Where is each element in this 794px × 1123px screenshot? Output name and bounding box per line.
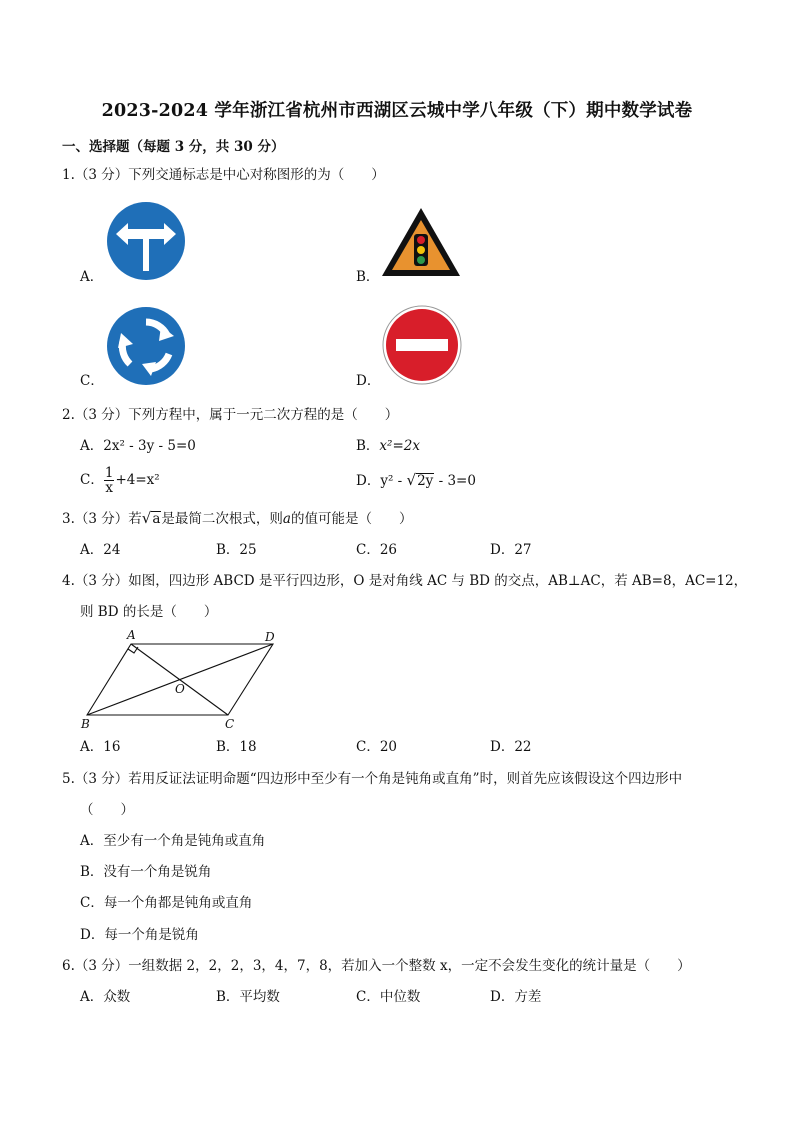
vertex-label-a: A [127, 628, 136, 642]
q1-option-b-label: B． [356, 269, 380, 285]
question-5-stem-line2: （ ） [80, 802, 134, 818]
q5-option-c: C．每一个角都是钝角或直角 [80, 895, 253, 911]
page-title: 2023-2024 学年浙江省杭州市西湖区云城中学八年级（下）期中数学试卷 [101, 101, 693, 121]
question-4-stem-line2: 则 BD 的长是（ ） [80, 604, 218, 620]
q1-option-c-label: C． [80, 373, 104, 389]
vertex-label-o: O [175, 682, 185, 696]
q2-option-d: D．y² - √2y - 3=0 [356, 471, 476, 489]
q5-option-d: D．每一个角是锐角 [80, 927, 199, 943]
parallelogram-figure [76, 626, 288, 736]
q3-option-c: C．26 [356, 542, 398, 558]
question-1-stem: 1.（3 分）下列交通标志是中心对称图形的为（ ） [62, 167, 385, 183]
q4-option-b: B．18 [216, 739, 257, 755]
q6-option-a: A．众数 [80, 989, 131, 1005]
question-2-stem: 2.（3 分）下列方程中，属于一元二次方程的是（ ） [62, 407, 399, 423]
q1-option-a-label: A． [80, 269, 104, 285]
q6-option-c: C．中位数 [356, 989, 421, 1005]
q5-option-b: B．没有一个角是锐角 [80, 864, 212, 880]
roundabout-sign-icon [106, 306, 186, 386]
q3-option-a: A．24 [80, 542, 121, 558]
traffic-light-warning-sign-icon [380, 206, 462, 278]
question-4-stem-line1: 4.（3 分）如图，四边形 ABCD 是平行四边形，O 是对角线 AC 与 BD 的交点，AB⊥AC，若 AB=8，AC=12， [62, 573, 748, 589]
question-3-stem: 3.（3 分）若√a是最简二次根式，则a的值可能是（ ） [62, 509, 413, 527]
section-heading: 一、选择题（每题 3 分，共 30 分） [62, 139, 285, 155]
q1-option-d-label: D． [356, 373, 381, 389]
q6-option-d: D．方差 [490, 989, 542, 1005]
q5-option-a: A．至少有一个角是钝角或直角 [80, 833, 266, 849]
q4-option-d: D．22 [490, 739, 532, 755]
vertex-label-c: C [225, 717, 235, 731]
no-entry-sign-icon [382, 305, 462, 385]
turn-left-right-sign-icon [106, 201, 186, 281]
q4-option-c: C．20 [356, 739, 398, 755]
question-6-stem: 6.（3 分）一组数据 2，2，2，3，4，7，8，若加入一个整数 x，一定不会发生变化的统计量是（ ） [62, 958, 691, 974]
q6-option-b: B．平均数 [216, 989, 280, 1005]
vertex-label-b: B [81, 717, 90, 731]
q4-option-a: A．16 [80, 739, 121, 755]
q2-option-c: C． $\frac{1}{x}$ +4=x² [80, 465, 160, 496]
vertex-label-d: D [265, 630, 275, 644]
q2-option-a: A．2x² - 3y - 5=0 [80, 438, 196, 454]
q2-option-b: B．x²=2x [356, 438, 420, 454]
question-5-stem-line1: 5.（3 分）若用反证法证明命题“四边形中至少有一个角是钝角或直角”时，则首先应该假设这个四边形中 [62, 771, 683, 787]
q3-option-d: D．27 [490, 542, 532, 558]
q3-option-b: B．25 [216, 542, 257, 558]
